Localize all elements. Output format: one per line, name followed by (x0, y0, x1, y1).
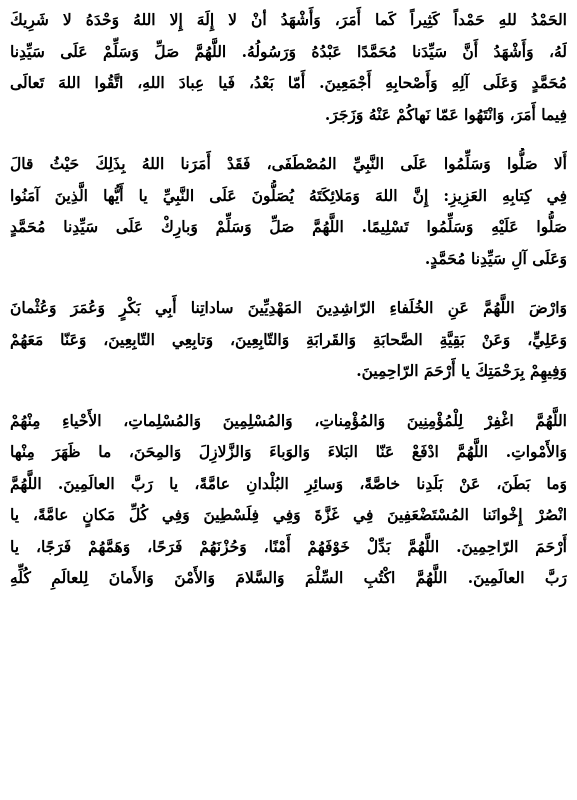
text-line: فِي كِتابِهِ العَزِيزِ: إِنَّ اللهَ وَمَلائِكَتَهُ يُصَلُّونَ عَلَى النَّبِيِّ يا أَيُّها الَّذِينَ آمَنُوا (10, 185, 567, 205)
text-line: رَبَّ العالَمِينَ. اللَّهُمَّ اكْتُبِ السِّلْمَ وَالسَّلامَ وَالأَمْنَ وَالأَمانَ لِلعالَمِ كُلِّهِ (10, 568, 567, 587)
text-line: فِيما أَمَرَ، وَانْتَهُوا عَمّا نَهاكُمْ عَنْهُ وَزَجَرَ. (324, 104, 567, 124)
text-line: وَارْضَ اللَّهُمَّ عَنِ الخُلَفاءِ الرّاشِدِينَ المَهْدِيِّينَ ساداتِنا أَبِي بَكْرٍ وَعُمَرَ وَعُثْمانَ (10, 298, 567, 317)
text-line: وَما بَطَنَ، عَنْ بَلَدِنا خاصَّةً، وَسائِرِ البُلْدانِ عامَّةً، يا رَبَّ العالَمِينَ. اللَّهُمَّ (10, 473, 567, 493)
text-line: انْصُرْ إِخْوانَنا المُسْتَضْعَفِينَ فِي غَزَّةَ وَفِي فِلَسْطِينَ وَفِي كُلِّ مَكانٍ عامَّةً، يا (10, 505, 567, 524)
text-line: وَعَلِيٍّ، وَعَنْ بَقِيَّةِ الصَّحابَةِ وَالقَرابَةِ وَالتّابِعِينَ، وَتابِعِي التّابِعِينَ، وَعَنّا مَعَهُمْ (10, 329, 567, 349)
text-line: وَفِيهِمْ بِرَحْمَتِكَ يا أَرْحَمَ الرّاحِمِينَ. (356, 361, 567, 380)
text-line: وَالأَمْواتِ. اللَّهُمَّ ادْفَعْ عَنّا البَلاءَ وَالوَباءَ وَالزَّلازِلَ وَالمِحَنَ، ما ظَهَرَ مِنْها (10, 442, 567, 461)
text-line: أَرْحَمَ الرّاحِمِينَ. اللَّهُمَّ بَدِّلْ خَوْفَهُمْ أَمْنًا، وَحُزْنَهُمْ فَرَحًا، وَهَمَّهُمْ فَرَجًا، يا (10, 536, 567, 556)
text-line: صَلُّوا عَلَيْهِ وَسَلِّمُوا تَسْلِيمًا. اللَّهُمَّ صَلِّ وَسَلِّمْ وَبارِكْ عَلَى سَيِّدِنا مُحَمَّدٍ (10, 217, 567, 236)
text-line: الحَمْدُ للهِ حَمْداً كَثِيراً كَما أَمَرَ، وَأَشْهَدُ أنْ لا إِلَهَ إِلا اللهُ وَحْدَهُ لا شَرِيكَ (10, 10, 567, 29)
paragraph-caliphs (10, 292, 567, 387)
text-line: لَهُ، وَأَشْهَدُ أَنَّ سَيِّدَنا مُحَمَّدًا عَبْدُهُ وَرَسُولُهُ. اللَّهُمَّ صَلِّ وَسَلِّمْ عَلَى سَيِّدِنا (10, 41, 567, 61)
paragraph-salawat (10, 148, 567, 274)
paragraph-opening (10, 4, 567, 130)
text-line: أَلا صَلُّوا وَسَلِّمُوا عَلَى النَّبِيِّ المُصْطَفَى، فَقَدْ أَمَرَنا اللهُ بِذَلِكَ حَيْثُ قالَ (10, 154, 567, 173)
text-line: اللَّهُمَّ اغْفِرْ لِلْمُؤْمِنِينَ وَالمُؤْمِناتِ، وَالمُسْلِمِينَ وَالمُسْلِماتِ، الأَحْياءِ مِنْهُمْ (10, 410, 567, 430)
paragraph-supplication (10, 405, 567, 594)
text-line: مُحَمَّدٍ وَعَلَى آلِهِ وَأَصْحابِهِ أَجْمَعِينَ. أَمّا بَعْدُ، فَيا عِبادَ اللهِ، اتَّقُوا اللهَ تَعالَى (10, 73, 567, 92)
text-line: وَعَلَى آلِ سَيِّدِنا مُحَمَّدٍ. (424, 248, 567, 268)
